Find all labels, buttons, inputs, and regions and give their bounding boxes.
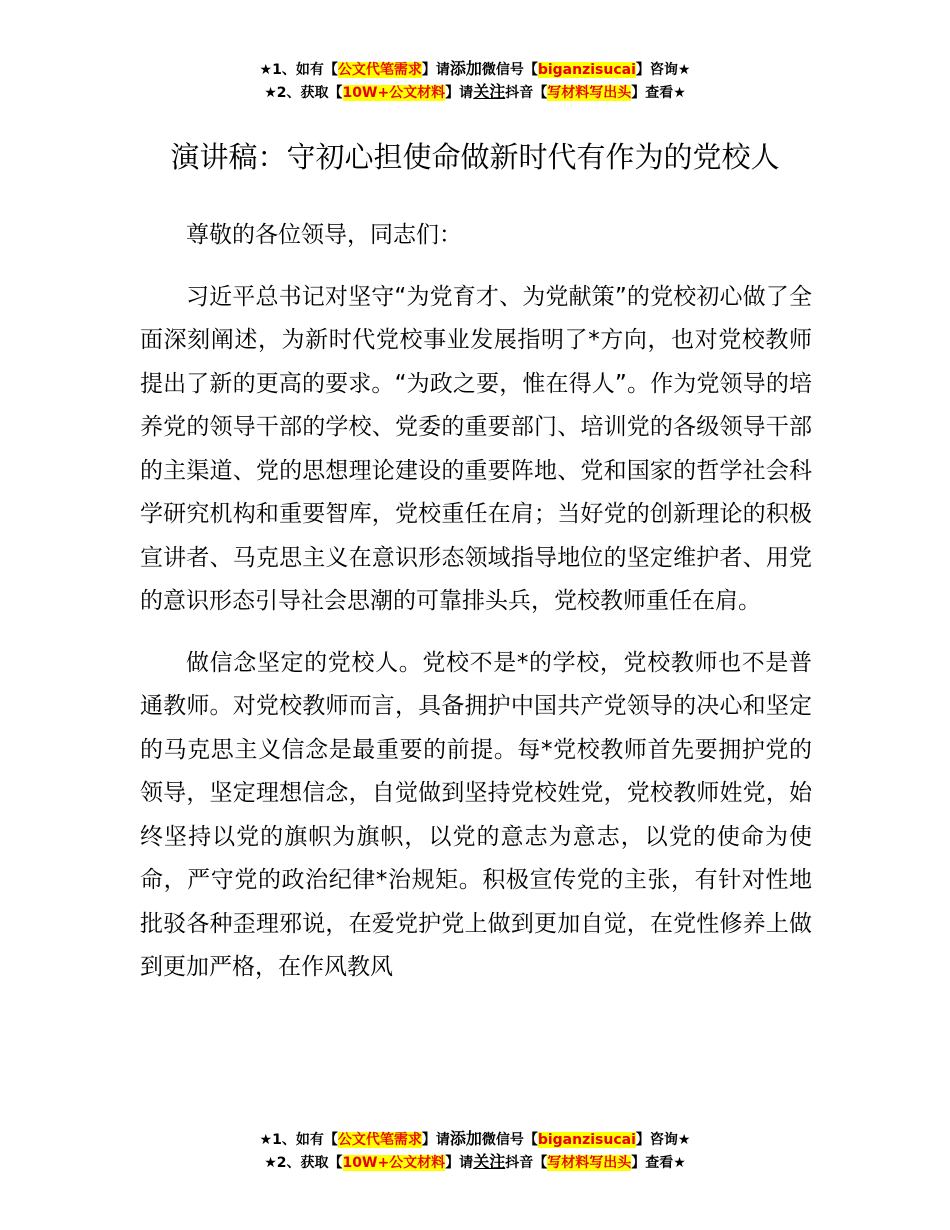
banner-highlight: 公文代笔需求: [337, 1132, 422, 1148]
paragraph-2: 做信念坚定的党校人。党校不是*的学校，党校教师也不是普通教师。对党校教师而言，具备拥护中国共产党领导的决心和坚定的马克思主义信念是最重要的前提。每*党校教师首先要拥护党的领导，坚定理想信念，自觉做到坚持党校姓党，党校教师姓党，始终坚持以党的旗帜为旗帜，以党的意志为意志，以党的使命为使命，严守党的政治纪律*治规矩。积极宣传党的主张，有针对性地批驳各种歪理邪说，在爱党护党上做到更加自觉，在党性修养上做到更加严格，在作风教风: [140, 649, 812, 980]
banner-text: 】咨询★: [635, 1132, 691, 1148]
banner-emphasis: 关注: [473, 82, 506, 101]
salutation: 尊敬的各位领导，同志们：: [186, 222, 462, 248]
document-body: [140, 214, 812, 1008]
banner-text: ★2、获取【: [264, 85, 343, 101]
banner-text: ★1、如有【: [259, 62, 338, 78]
banner-douyin-id: 写材料写出头: [547, 1155, 632, 1171]
banner-text: 】查看★: [631, 85, 686, 101]
banner-highlight: 10W+公文材料: [342, 1155, 446, 1171]
banner-text: 】请: [445, 1155, 474, 1171]
banner-line-2: [0, 1151, 950, 1174]
banner-emphasis: 关注: [473, 1152, 506, 1171]
banner-highlight: 公文代笔需求: [337, 62, 422, 78]
banner-highlight: 10W+公文材料: [342, 85, 446, 101]
banner-text: 】请: [445, 85, 474, 101]
banner-line-2: [0, 81, 950, 104]
banner-emphasis: 添加: [449, 1129, 482, 1148]
paragraph-1: 习近平总书记对坚守“为党育才、为党献策”的党校初心做了全面深刻阐述，为新时代党校事业发展指明了*方向，也对党校教师提出了新的更高的要求。“为政之要，惟在得人”。作为党领导的培养党的领导干部的学校、党委的重要部门、培训党的各级领导干部的主渠道、党的思想理论建设的重要阵地、党和国家的哲学社会科学研究机构和重要智库，党校重任在肩；当好党的创新理论的积极宣讲者、马克思主义在意识形态领域指导地位的坚定维护者、用党的意识形态引导社会思潮的可靠排头兵，党校教师重任在肩。: [140, 283, 812, 614]
banner-text: 】请: [421, 1132, 450, 1148]
banner-text: ★1、如有【: [259, 1132, 338, 1148]
footer-banner: [0, 1128, 950, 1174]
document-title: 演讲稿：守初心担使命做新时代有作为的党校人: [170, 140, 780, 175]
banner-text: ★2、获取【: [264, 1155, 343, 1171]
banner-line-1: [0, 1128, 950, 1151]
banner-line-1: [0, 58, 950, 81]
header-banner: [0, 58, 950, 104]
banner-emphasis: 添加: [449, 59, 482, 78]
banner-text: 抖音【: [505, 85, 548, 101]
banner-text: 抖音【: [505, 1155, 548, 1171]
banner-text: 微信号【: [481, 62, 538, 78]
banner-text: 】咨询★: [635, 62, 691, 78]
banner-wechat-id: biganzisucai: [537, 62, 636, 78]
banner-text: 】查看★: [631, 1155, 686, 1171]
banner-douyin-id: 写材料写出头: [547, 85, 632, 101]
banner-text: 】请: [421, 62, 450, 78]
banner-wechat-id: biganzisucai: [537, 1132, 636, 1148]
banner-text: 微信号【: [481, 1132, 538, 1148]
